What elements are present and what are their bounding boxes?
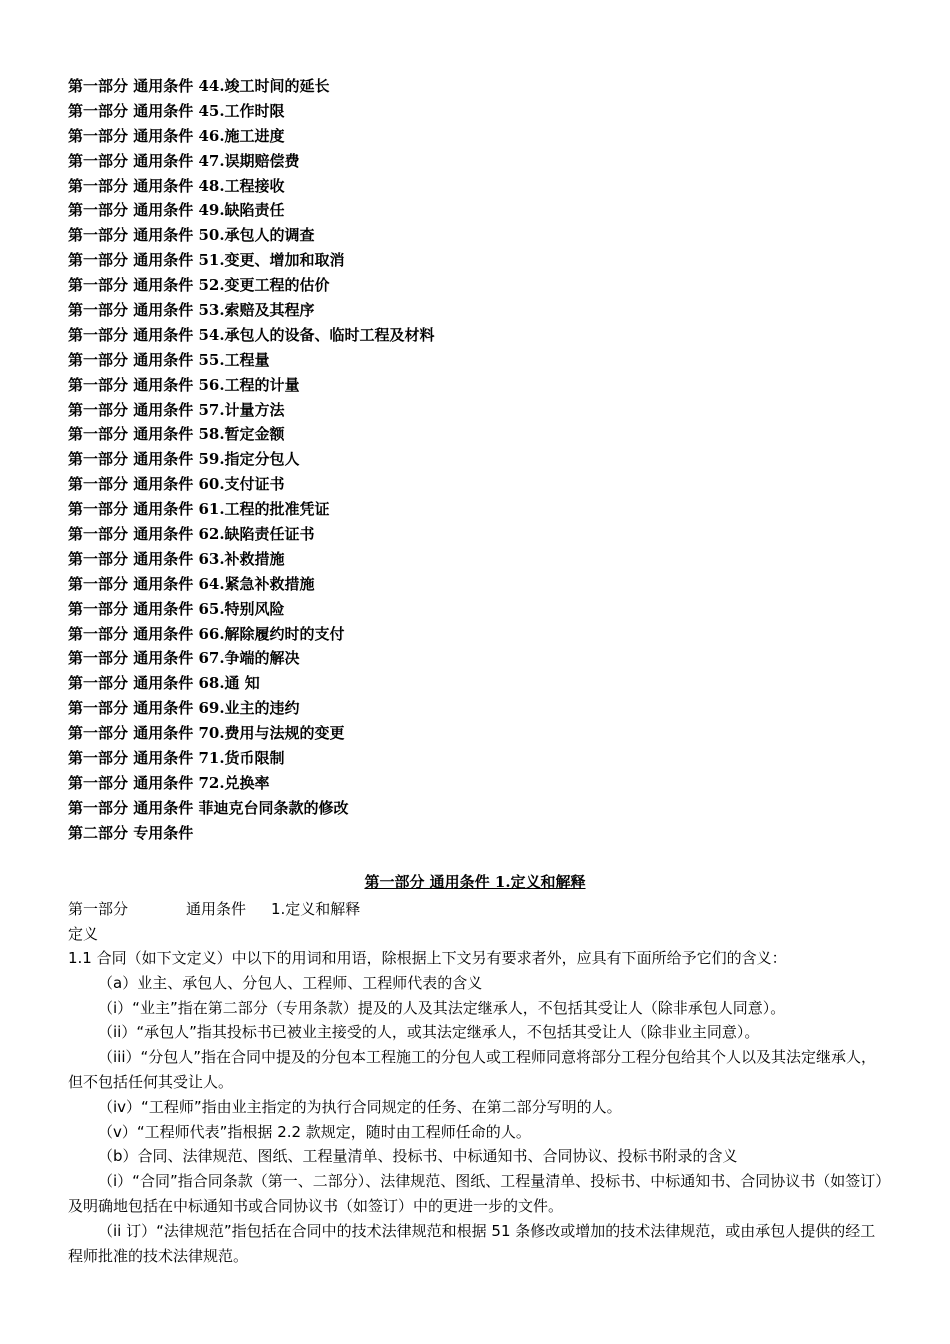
toc-item[interactable]: 第一部分 通用条件 51.变更、增加和取消 (68, 251, 345, 270)
section-title: 第一部分 通用条件 1.定义和解释 (364, 873, 586, 891)
toc-item[interactable]: 第一部分 通用条件 70.费用与法规的变更 (68, 724, 345, 743)
toc-item[interactable]: 第一部分 通用条件 46.施工进度 (68, 126, 285, 145)
toc-item[interactable]: 第一部分 通用条件 66.解除履约时的支付 (68, 624, 345, 643)
toc-item[interactable]: 第一部分 通用条件 64.紧急补救措施 (68, 574, 315, 593)
toc-item[interactable]: 第一部分 通用条件 72.兑换率 (68, 773, 270, 792)
table-of-contents (68, 74, 888, 846)
definition-paragraph: （i）“业主”指在第二部分（专用条款）提及的人及其法定继承人，不包括其受让人（除非承包人同意）。 (98, 998, 786, 1017)
toc-item[interactable]: 第一部分 通用条件 44.竣工时间的延长 (68, 77, 330, 95)
toc-item[interactable]: 第一部分 通用条件 45.工作时限 (68, 101, 285, 120)
toc-item[interactable]: 第一部分 通用条件 65.特别风险 (68, 599, 285, 618)
toc-item[interactable]: 第二部分 专用条件 (68, 823, 194, 842)
definition-paragraph: （a）业主、承包人、分包人、工程师、工程师代表的含义 (98, 973, 483, 992)
toc-item[interactable]: 第一部分 通用条件 55.工程量 (68, 350, 270, 369)
toc-item[interactable]: 第一部分 通用条件 48.工程接收 (68, 176, 285, 195)
toc-item[interactable]: 第一部分 通用条件 69.业主的违约 (68, 699, 300, 718)
toc-item[interactable]: 第一部分 通用条件 53.索赔及其程序 (68, 301, 315, 320)
toc-item[interactable]: 第一部分 通用条件 58.暂定金额 (68, 425, 285, 444)
clause-heading-title: 1.定义和解释 (271, 900, 361, 918)
toc-item[interactable]: 第一部分 通用条件 菲迪克台同条款的修改 (68, 798, 349, 817)
toc-item[interactable]: 第一部分 通用条件 71.货币限制 (68, 749, 285, 768)
toc-item[interactable]: 第一部分 通用条件 50.承包人的调查 (68, 226, 315, 245)
clause-heading (68, 897, 360, 921)
toc-item[interactable]: 第一部分 通用条件 52.变更工程的估价 (68, 276, 330, 295)
toc-item[interactable]: 第一部分 通用条件 68.通 知 (68, 674, 260, 693)
definition-paragraph: （ii）“承包人”指其投标书已被业主接受的人，或其法定继承人，不包括其受让人（除非业主同意）。 (98, 1023, 760, 1042)
toc-item[interactable]: 第一部分 通用条件 47.误期赔偿费 (68, 151, 300, 170)
toc-item[interactable]: 第一部分 通用条件 57.计量方法 (68, 400, 285, 419)
toc-item[interactable]: 第一部分 通用条件 62.缺陷责任证书 (68, 525, 315, 544)
toc-item[interactable]: 第一部分 通用条件 54.承包人的设备、临时工程及材料 (68, 325, 435, 344)
definition-label: 定义 (68, 925, 99, 943)
toc-item[interactable]: 第一部分 通用条件 59.指定分包人 (68, 450, 300, 469)
definition-paragraph: （ii 订）“法律规范”指包括在合同中的技术法律规范和根据 51 条修改或增加的技术法律规范，或由承包人提供的经工程师批准的技术法律规范。 (68, 1221, 876, 1265)
toc-item[interactable]: 第一部分 通用条件 61.工程的批准凭证 (68, 500, 330, 519)
toc-item[interactable]: 第一部分 通用条件 56.工程的计量 (68, 375, 300, 394)
toc-item[interactable]: 第一部分 通用条件 67.争端的解决 (68, 649, 300, 668)
body-text (68, 946, 884, 1268)
clause-paragraph: 1.1 合同（如下文定义）中以下的用词和用语，除根据上下文另有要求者外，应具有下面所给予它们的含义： (68, 949, 787, 967)
toc-item[interactable]: 第一部分 通用条件 49.缺陷责任 (68, 201, 285, 220)
definition-paragraph: （iv）“工程师”指由业主指定的为执行合同规定的任务、在第二部分写明的人。 (98, 1097, 622, 1116)
clause-heading-part: 第一部分 (68, 900, 129, 918)
definition-paragraph: （iii）“分包人”指在合同中提及的分包本工程施工的分包人或工程师同意将部分工程分包给其个人以及其法定继承人，但不包括任何其受让人。 (68, 1048, 877, 1091)
toc-item[interactable]: 第一部分 通用条件 63.补救措施 (68, 549, 285, 568)
definition-paragraph: （v）“工程师代表”指根据 2.2 款规定，随时由工程师任命的人。 (98, 1122, 531, 1141)
definition-paragraph: （b）合同、法律规范、图纸、工程量清单、投标书、中标通知书、合同协议、投标书附录的含义 (98, 1147, 738, 1166)
definition-paragraph: （i）“合同”指合同条款（第一、二部分）、法律规范、图纸、工程量清单、投标书、中标通知书、合同协议书（如签订）及明确地包括在中标通知书或合同协议书（如签订）中的更进一步的文件。 (68, 1172, 883, 1215)
clause-heading-conditions: 通用条件 (186, 900, 247, 918)
toc-item[interactable]: 第一部分 通用条件 60.支付证书 (68, 475, 285, 494)
